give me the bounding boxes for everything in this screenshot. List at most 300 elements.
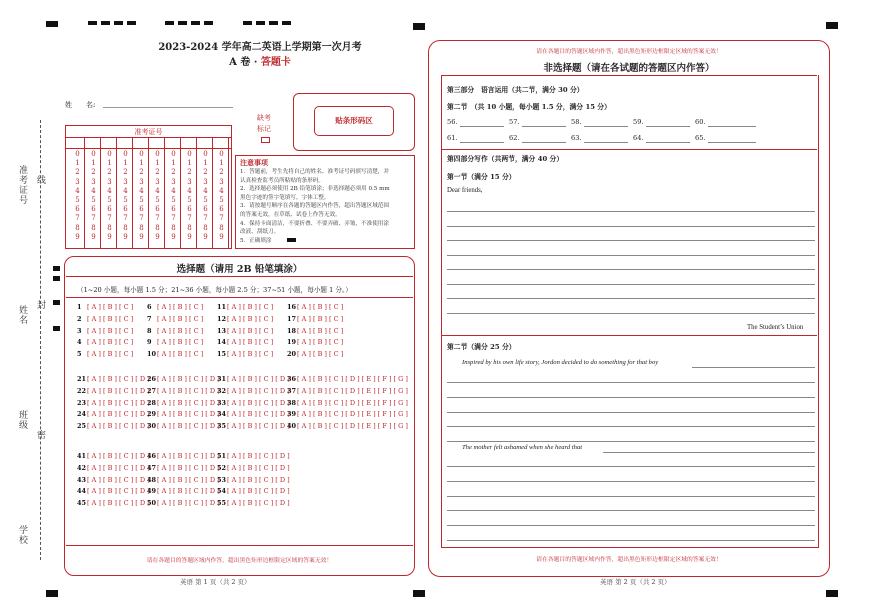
choice-options[interactable]: [ A ] [ B ] [ C ] [ D ] bbox=[227, 410, 290, 419]
choice-row[interactable] bbox=[147, 327, 203, 335]
registration-mark bbox=[53, 266, 60, 271]
digit-bubble[interactable]: 2 bbox=[75, 168, 80, 177]
choice-row[interactable] bbox=[147, 487, 220, 495]
digit-bubble[interactable]: 7 bbox=[91, 214, 96, 223]
digit-bubble[interactable]: 4 bbox=[75, 186, 80, 195]
digit-bubble[interactable]: 9 bbox=[91, 232, 96, 241]
digit-bubble[interactable]: 3 bbox=[107, 177, 112, 186]
writing-line[interactable] bbox=[447, 426, 815, 427]
writing-prompt-1: Inspired by his own life story, Jordon decided to do something for that boy bbox=[462, 359, 659, 366]
choice-options[interactable]: [ A ] [ B ] [ C ] bbox=[87, 314, 134, 323]
question-number: 54 bbox=[217, 487, 227, 496]
digit-bubble[interactable]: 6 bbox=[219, 205, 224, 214]
choice-row[interactable] bbox=[77, 487, 150, 495]
digit-bubble[interactable]: 5 bbox=[203, 196, 208, 205]
choice-options[interactable]: [ A ] [ B ] [ C ] bbox=[227, 314, 274, 323]
choice-row[interactable] bbox=[77, 399, 150, 407]
blank-number: 61. bbox=[447, 134, 458, 142]
digit-bubble[interactable]: 4 bbox=[155, 186, 160, 195]
writing-line[interactable] bbox=[447, 211, 815, 212]
digit-bubble[interactable]: 9 bbox=[107, 232, 112, 241]
choice-row[interactable] bbox=[147, 422, 220, 430]
choice-row[interactable] bbox=[147, 387, 220, 395]
digit-bubble[interactable]: 3 bbox=[203, 177, 208, 186]
choice-row[interactable] bbox=[147, 350, 203, 358]
digit-bubble[interactable]: 1 bbox=[171, 159, 176, 168]
digit-bubble[interactable]: 4 bbox=[187, 186, 192, 195]
digit-bubble[interactable]: 2 bbox=[155, 168, 160, 177]
choice-row[interactable] bbox=[217, 399, 290, 407]
choice-options[interactable]: [ A ] [ B ] [ C ] [ D ] bbox=[227, 386, 290, 395]
choice-options[interactable]: [ A ] [ B ] [ C ] [ D ] bbox=[227, 398, 290, 407]
writing-line[interactable] bbox=[447, 284, 815, 285]
choice-options[interactable]: [ A ] [ B ] [ C ] [ D ] bbox=[87, 410, 150, 419]
digit-bubble[interactable]: 3 bbox=[155, 177, 160, 186]
choice-options[interactable]: [ A ] [ B ] [ C ] [ D ] [ E ] [ F ] [ G ] bbox=[297, 398, 408, 407]
choice-options[interactable]: [ A ] [ B ] [ C ] [ D ] bbox=[87, 487, 150, 496]
blank-input[interactable] bbox=[460, 126, 504, 127]
digit-bubble[interactable]: 2 bbox=[123, 168, 128, 177]
digit-bubble[interactable]: 7 bbox=[219, 214, 224, 223]
choice-row[interactable] bbox=[217, 375, 290, 383]
blank-input[interactable] bbox=[708, 142, 756, 143]
digit-bubble[interactable]: 9 bbox=[139, 232, 144, 241]
choice-row[interactable] bbox=[147, 303, 203, 311]
question-number: 26 bbox=[147, 375, 157, 383]
question-number: 4 bbox=[77, 338, 82, 347]
digit-bubble[interactable]: 6 bbox=[139, 205, 144, 214]
choice-row[interactable] bbox=[77, 327, 133, 335]
blank-input[interactable] bbox=[584, 142, 628, 143]
digit-bubble[interactable]: 2 bbox=[187, 168, 192, 177]
notice-line: 改液、刮纸刀。 bbox=[240, 229, 280, 236]
blank-input[interactable] bbox=[522, 142, 566, 143]
choice-options[interactable]: [ A ] [ B ] [ C ] [ D ] bbox=[87, 463, 150, 472]
choice-options[interactable]: [ A ] [ B ] [ C ] bbox=[87, 350, 134, 359]
digit-bubble[interactable]: 7 bbox=[187, 214, 192, 223]
digit-bubble[interactable]: 7 bbox=[203, 214, 208, 223]
digit-bubble[interactable]: 1 bbox=[91, 159, 96, 168]
digit-bubble[interactable]: 1 bbox=[139, 159, 144, 168]
choice-options[interactable]: [ A ] [ B ] [ C ] bbox=[227, 338, 274, 347]
digit-column[interactable] bbox=[183, 150, 196, 242]
digit-bubble[interactable]: 3 bbox=[219, 177, 224, 186]
digit-bubble[interactable]: 0 bbox=[155, 150, 160, 158]
digit-column[interactable] bbox=[135, 150, 148, 242]
choice-row[interactable] bbox=[147, 375, 220, 383]
prompt2-blank[interactable] bbox=[603, 452, 815, 453]
registration-mark bbox=[826, 590, 838, 597]
digit-bubble[interactable]: 5 bbox=[155, 196, 160, 205]
choice-row[interactable] bbox=[217, 476, 290, 484]
question-number: 5 bbox=[77, 350, 82, 359]
digit-bubble[interactable]: 0 bbox=[219, 150, 224, 158]
digit-bubble[interactable]: 0 bbox=[139, 150, 144, 158]
choice-row[interactable] bbox=[77, 338, 133, 346]
digit-bubble[interactable]: 8 bbox=[187, 223, 192, 232]
digit-bubble[interactable]: 2 bbox=[219, 168, 224, 177]
choice-options[interactable]: [ A ] [ B ] [ C ] bbox=[157, 338, 204, 347]
choice-options[interactable]: [ A ] [ B ] [ C ] [ D ] bbox=[227, 463, 290, 472]
choice-row[interactable] bbox=[217, 387, 290, 395]
registration-mark bbox=[53, 326, 60, 331]
choice-row[interactable] bbox=[287, 422, 408, 430]
writing-line[interactable] bbox=[447, 397, 815, 398]
question-number: 41 bbox=[77, 452, 87, 460]
writing-line[interactable] bbox=[447, 226, 815, 227]
choice-row[interactable] bbox=[77, 315, 133, 323]
choice-row[interactable] bbox=[77, 375, 150, 383]
digit-bubble[interactable]: 5 bbox=[75, 196, 80, 205]
choice-row[interactable] bbox=[77, 499, 150, 507]
choice-row[interactable] bbox=[77, 476, 150, 484]
writing-line[interactable] bbox=[447, 240, 815, 241]
choice-options[interactable]: [ A ] [ B ] [ C ] [ D ] bbox=[157, 410, 220, 419]
digit-bubble[interactable]: 6 bbox=[171, 205, 176, 214]
notice-line: 2．选择题必须使用 2B 铅笔填涂；非选择题必须用 0.5 mm bbox=[240, 186, 390, 193]
question-number: 55 bbox=[217, 499, 227, 508]
digit-bubble[interactable]: 4 bbox=[171, 186, 176, 195]
digit-bubble[interactable]: 1 bbox=[155, 159, 160, 168]
digit-column[interactable] bbox=[215, 150, 228, 242]
choice-row[interactable] bbox=[287, 410, 408, 418]
blank-input[interactable] bbox=[460, 142, 504, 143]
writing-line[interactable] bbox=[447, 481, 815, 482]
choice-options[interactable]: [ A ] [ B ] [ C ] [ D ] bbox=[87, 375, 150, 383]
digit-bubble[interactable]: 5 bbox=[219, 196, 224, 205]
notice-line: 4．保持卡面清洁，不要折叠、不要弄破、弄皱，不准使用涂 bbox=[240, 220, 389, 227]
digit-bubble[interactable]: 0 bbox=[171, 150, 176, 158]
choice-row[interactable] bbox=[147, 452, 220, 460]
digit-bubble[interactable]: 4 bbox=[219, 186, 224, 195]
digit-column[interactable] bbox=[119, 150, 132, 242]
digit-bubble[interactable]: 6 bbox=[155, 205, 160, 214]
digit-bubble[interactable]: 3 bbox=[123, 177, 128, 186]
digit-bubble[interactable]: 4 bbox=[203, 186, 208, 195]
choice-options[interactable]: [ A ] [ B ] [ C ] [ D ] bbox=[157, 422, 220, 431]
digit-bubble[interactable]: 5 bbox=[123, 196, 128, 205]
choice-row[interactable] bbox=[287, 303, 343, 311]
digit-column[interactable] bbox=[103, 150, 116, 242]
digit-bubble[interactable]: 4 bbox=[107, 186, 112, 195]
choice-options[interactable]: [ A ] [ B ] [ C ] bbox=[227, 303, 274, 311]
choice-options[interactable]: [ A ] [ B ] [ C ] bbox=[157, 303, 204, 311]
choice-row[interactable] bbox=[147, 315, 203, 323]
blank-input[interactable] bbox=[646, 126, 690, 127]
choice-row[interactable] bbox=[287, 327, 343, 335]
choice-options[interactable]: [ A ] [ B ] [ C ] [ D ] bbox=[157, 463, 220, 472]
choice-row[interactable] bbox=[217, 410, 290, 418]
registration-mark bbox=[413, 23, 425, 30]
absent-label-1: 缺考 bbox=[257, 114, 271, 122]
digit-column[interactable] bbox=[167, 150, 180, 242]
choice-row[interactable] bbox=[77, 422, 150, 430]
digit-grid-divider bbox=[116, 137, 117, 248]
digit-bubble[interactable]: 4 bbox=[123, 186, 128, 195]
digit-bubble[interactable]: 6 bbox=[187, 205, 192, 214]
choice-options[interactable]: [ A ] [ B ] [ C ] [ D ] bbox=[227, 375, 290, 383]
digit-bubble[interactable]: 5 bbox=[187, 196, 192, 205]
choice-row[interactable] bbox=[217, 464, 290, 472]
choice-options[interactable]: [ A ] [ B ] [ C ] bbox=[297, 338, 344, 347]
choice-options[interactable]: [ A ] [ B ] [ C ] [ D ] bbox=[227, 475, 290, 484]
choice-options[interactable]: [ A ] [ B ] [ C ] [ D ] [ E ] [ F ] [ G ] bbox=[297, 422, 408, 431]
digit-bubble[interactable]: 9 bbox=[219, 232, 224, 241]
choice-row[interactable] bbox=[287, 350, 343, 358]
choice-row[interactable] bbox=[217, 315, 273, 323]
digit-bubble[interactable]: 8 bbox=[107, 223, 112, 232]
choice-options[interactable]: [ A ] [ B ] [ C ] [ D ] bbox=[227, 499, 290, 508]
exam-title: 2023-2024 学年高二英语上学期第一次月考 bbox=[158, 42, 362, 53]
digit-bubble[interactable]: 5 bbox=[107, 196, 112, 205]
digit-bubble[interactable]: 0 bbox=[123, 150, 128, 158]
digit-bubble[interactable]: 2 bbox=[203, 168, 208, 177]
digit-bubble[interactable]: 7 bbox=[139, 214, 144, 223]
digit-column[interactable] bbox=[199, 150, 212, 242]
digit-bubble[interactable]: 0 bbox=[91, 150, 96, 158]
filled-bubble-example bbox=[287, 238, 296, 242]
part4-heading: 第四部分写作（共两节，满分 40 分） bbox=[447, 155, 564, 163]
notice-box bbox=[235, 155, 415, 249]
digit-bubble[interactable]: 7 bbox=[155, 214, 160, 223]
writing-line[interactable] bbox=[447, 525, 815, 526]
digit-bubble[interactable]: 7 bbox=[123, 214, 128, 223]
digit-bubble[interactable]: 6 bbox=[75, 205, 80, 214]
digit-bubble[interactable]: 1 bbox=[203, 159, 208, 168]
writing-line[interactable] bbox=[447, 313, 815, 314]
choice-options[interactable]: [ A ] [ B ] [ C ] [ D ] bbox=[157, 375, 220, 383]
choice-row[interactable] bbox=[77, 303, 133, 311]
blank-number: 56. bbox=[447, 118, 458, 126]
writing-line[interactable] bbox=[447, 540, 815, 541]
digit-bubble[interactable]: 6 bbox=[203, 205, 208, 214]
choice-row[interactable] bbox=[287, 315, 343, 323]
choice-options[interactable]: [ A ] [ B ] [ C ] [ D ] bbox=[87, 499, 150, 508]
choice-options[interactable]: [ A ] [ B ] [ C ] [ D ] bbox=[157, 475, 220, 484]
choice-options[interactable]: [ A ] [ B ] [ C ] bbox=[227, 326, 274, 335]
digit-bubble[interactable]: 2 bbox=[91, 168, 96, 177]
choice-row[interactable] bbox=[77, 350, 133, 358]
digit-column[interactable] bbox=[71, 150, 84, 242]
digit-bubble[interactable]: 9 bbox=[203, 232, 208, 241]
choice-options[interactable]: [ A ] [ B ] [ C ] [ D ] [ E ] [ F ] [ G ] bbox=[297, 410, 408, 419]
choice-row[interactable] bbox=[77, 410, 150, 418]
choice-bottom-rule bbox=[66, 545, 413, 546]
choice-options[interactable]: [ A ] [ B ] [ C ] [ D ] [ E ] [ F ] [ G ] bbox=[297, 386, 408, 395]
digit-bubble[interactable]: 1 bbox=[219, 159, 224, 168]
digit-column[interactable] bbox=[87, 150, 100, 242]
digit-grid-divider bbox=[148, 137, 149, 248]
digit-bubble[interactable]: 3 bbox=[91, 177, 96, 186]
choice-row[interactable] bbox=[147, 399, 220, 407]
writing-line[interactable] bbox=[447, 298, 815, 299]
prompt1-blank[interactable] bbox=[692, 367, 815, 368]
digit-bubble[interactable]: 6 bbox=[123, 205, 128, 214]
choice-options[interactable]: [ A ] [ B ] [ C ] [ D ] bbox=[227, 452, 290, 460]
choice-options[interactable]: [ A ] [ B ] [ C ] [ D ] bbox=[227, 487, 290, 496]
digit-bubble[interactable]: 8 bbox=[203, 223, 208, 232]
question-number: 19 bbox=[287, 338, 297, 347]
choice-options[interactable]: [ A ] [ B ] [ C ] bbox=[297, 350, 344, 359]
digit-bubble[interactable]: 1 bbox=[75, 159, 80, 168]
digit-bubble[interactable]: 7 bbox=[107, 214, 112, 223]
digit-grid-divider bbox=[84, 137, 85, 248]
digit-bubble[interactable]: 1 bbox=[107, 159, 112, 168]
question-number: 44 bbox=[77, 487, 87, 496]
choice-row[interactable] bbox=[217, 303, 273, 311]
digit-bubble[interactable]: 4 bbox=[139, 186, 144, 195]
blank-input[interactable] bbox=[584, 126, 628, 127]
digit-grid-divider bbox=[212, 137, 213, 248]
choice-options[interactable]: [ A ] [ B ] [ C ] bbox=[157, 314, 204, 323]
choice-options[interactable]: [ A ] [ B ] [ C ] bbox=[297, 326, 344, 335]
choice-row[interactable] bbox=[287, 375, 408, 383]
writing-line[interactable] bbox=[447, 510, 815, 511]
choice-options[interactable]: [ A ] [ B ] [ C ] bbox=[227, 350, 274, 359]
digit-bubble[interactable]: 8 bbox=[91, 223, 96, 232]
writing-line[interactable] bbox=[447, 466, 815, 467]
digit-bubble[interactable]: 7 bbox=[75, 214, 80, 223]
blank-input[interactable] bbox=[708, 126, 756, 127]
card-title bbox=[120, 53, 400, 68]
writing-line[interactable] bbox=[447, 382, 815, 383]
letter-signature: The Student’s Union bbox=[747, 324, 804, 331]
digit-bubble[interactable]: 5 bbox=[139, 196, 144, 205]
digit-bubble[interactable]: 3 bbox=[139, 177, 144, 186]
digit-bubble[interactable]: 3 bbox=[171, 177, 176, 186]
choice-row[interactable] bbox=[217, 487, 290, 495]
choice-row[interactable] bbox=[147, 499, 220, 507]
choice-options[interactable]: [ A ] [ B ] [ C ] [ D ] bbox=[87, 452, 150, 460]
choice-options[interactable]: [ A ] [ B ] [ C ] [ D ] bbox=[227, 422, 290, 431]
digit-bubble[interactable]: 3 bbox=[75, 177, 80, 186]
choice-row[interactable] bbox=[147, 410, 220, 418]
choice-row[interactable] bbox=[217, 327, 273, 335]
writing-line[interactable] bbox=[447, 255, 815, 256]
writing-line[interactable] bbox=[447, 269, 815, 270]
blank-input[interactable] bbox=[522, 126, 566, 127]
digit-bubble[interactable]: 8 bbox=[123, 223, 128, 232]
digit-bubble[interactable]: 0 bbox=[187, 150, 192, 158]
digit-bubble[interactable]: 0 bbox=[107, 150, 112, 158]
choice-options[interactable]: [ A ] [ B ] [ C ] [ D ] bbox=[87, 475, 150, 484]
choice-options[interactable]: [ A ] [ B ] [ C ] [ D ] bbox=[87, 398, 150, 407]
choice-options[interactable]: [ A ] [ B ] [ C ] [ D ] bbox=[87, 422, 150, 431]
digit-bubble[interactable]: 4 bbox=[91, 186, 96, 195]
digit-bubble[interactable]: 2 bbox=[107, 168, 112, 177]
question-number: 7 bbox=[147, 314, 152, 323]
digit-bubble[interactable]: 1 bbox=[187, 159, 192, 168]
digit-bubble[interactable]: 8 bbox=[155, 223, 160, 232]
digit-bubble[interactable]: 8 bbox=[139, 223, 144, 232]
choice-row[interactable] bbox=[147, 464, 220, 472]
choice-row[interactable] bbox=[77, 452, 150, 460]
choice-options[interactable]: [ A ] [ B ] [ C ] bbox=[87, 326, 134, 335]
choice-row[interactable] bbox=[217, 338, 273, 346]
choice-options[interactable]: [ A ] [ B ] [ C ] [ D ] bbox=[157, 452, 220, 460]
digit-bubble[interactable]: 9 bbox=[123, 232, 128, 241]
choice-options[interactable]: [ A ] [ B ] [ C ] [ D ] [ E ] [ F ] [ G ] bbox=[297, 375, 408, 383]
choice-options[interactable]: [ A ] [ B ] [ C ] [ D ] bbox=[157, 499, 220, 508]
choice-options[interactable]: [ A ] [ B ] [ C ] [ D ] bbox=[157, 487, 220, 496]
registration-mark bbox=[165, 21, 215, 25]
card-title-b: 答题卡 bbox=[260, 57, 291, 68]
notice-title: 注意事项 bbox=[240, 158, 268, 167]
digit-bubble[interactable]: 8 bbox=[75, 223, 80, 232]
question-number: 28 bbox=[147, 398, 157, 407]
choice-row[interactable] bbox=[287, 387, 408, 395]
absent-checkbox[interactable] bbox=[261, 137, 270, 143]
choice-row[interactable] bbox=[147, 476, 220, 484]
digit-grid-divider bbox=[180, 137, 181, 248]
registration-mark bbox=[413, 590, 425, 597]
choice-row[interactable] bbox=[217, 452, 290, 460]
choice-row[interactable] bbox=[77, 387, 150, 395]
digit-bubble[interactable]: 9 bbox=[155, 232, 160, 241]
choice-options[interactable]: [ A ] [ B ] [ C ] [ D ] bbox=[157, 398, 220, 407]
choice-row[interactable] bbox=[147, 338, 203, 346]
digit-bubble[interactable]: 9 bbox=[75, 232, 80, 241]
question-number: 6 bbox=[147, 303, 152, 311]
writing-line[interactable] bbox=[447, 496, 815, 497]
digit-bubble[interactable]: 3 bbox=[187, 177, 192, 186]
blank-number: 58. bbox=[571, 118, 582, 126]
choice-options[interactable]: [ A ] [ B ] [ C ] bbox=[297, 303, 344, 311]
digit-bubble[interactable]: 7 bbox=[171, 214, 176, 223]
digit-bubble[interactable]: 8 bbox=[219, 223, 224, 232]
digit-bubble[interactable]: 2 bbox=[171, 168, 176, 177]
choice-options[interactable]: [ A ] [ B ] [ C ] bbox=[87, 338, 134, 347]
digit-bubble[interactable]: 6 bbox=[107, 205, 112, 214]
digit-bubble[interactable]: 1 bbox=[123, 159, 128, 168]
choice-row[interactable] bbox=[217, 422, 290, 430]
digit-bubble[interactable]: 0 bbox=[203, 150, 208, 158]
choice-options[interactable]: [ A ] [ B ] [ C ] bbox=[297, 314, 344, 323]
digit-bubble[interactable]: 8 bbox=[171, 223, 176, 232]
choice-options[interactable]: [ A ] [ B ] [ C ] bbox=[157, 350, 204, 359]
question-number: 23 bbox=[77, 398, 87, 407]
choice-options[interactable]: [ A ] [ B ] [ C ] [ D ] bbox=[87, 386, 150, 395]
digit-bubble[interactable]: 6 bbox=[91, 205, 96, 214]
candidate-no-grid bbox=[65, 125, 232, 249]
notice-lines bbox=[240, 168, 412, 245]
digit-bubble[interactable]: 5 bbox=[171, 196, 176, 205]
question-number: 12 bbox=[217, 314, 227, 323]
choice-options[interactable]: [ A ] [ B ] [ C ] bbox=[157, 326, 204, 335]
digit-bubble[interactable]: 5 bbox=[91, 196, 96, 205]
writing-line[interactable] bbox=[447, 412, 815, 413]
blank-input[interactable] bbox=[646, 142, 690, 143]
choice-row[interactable] bbox=[217, 499, 290, 507]
side-label-class: 班级 bbox=[17, 410, 27, 430]
choice-row[interactable] bbox=[217, 350, 273, 358]
digit-bubble[interactable]: 9 bbox=[187, 232, 192, 241]
choice-options[interactable]: [ A ] [ B ] [ C ] bbox=[87, 303, 134, 311]
digit-bubble[interactable]: 0 bbox=[75, 150, 80, 158]
writing-line[interactable] bbox=[447, 441, 815, 442]
question-number: 51 bbox=[217, 452, 227, 460]
choice-row[interactable] bbox=[77, 464, 150, 472]
digit-bubble[interactable]: 2 bbox=[139, 168, 144, 177]
question-number: 16 bbox=[287, 303, 297, 311]
choice-options[interactable]: [ A ] [ B ] [ C ] [ D ] bbox=[157, 386, 220, 395]
digit-column[interactable] bbox=[151, 150, 164, 242]
choice-row[interactable] bbox=[287, 338, 343, 346]
side-label-school: 学校 bbox=[17, 525, 27, 545]
name-input[interactable] bbox=[103, 107, 233, 108]
choice-row[interactable] bbox=[287, 399, 408, 407]
digit-bubble[interactable]: 9 bbox=[171, 232, 176, 241]
